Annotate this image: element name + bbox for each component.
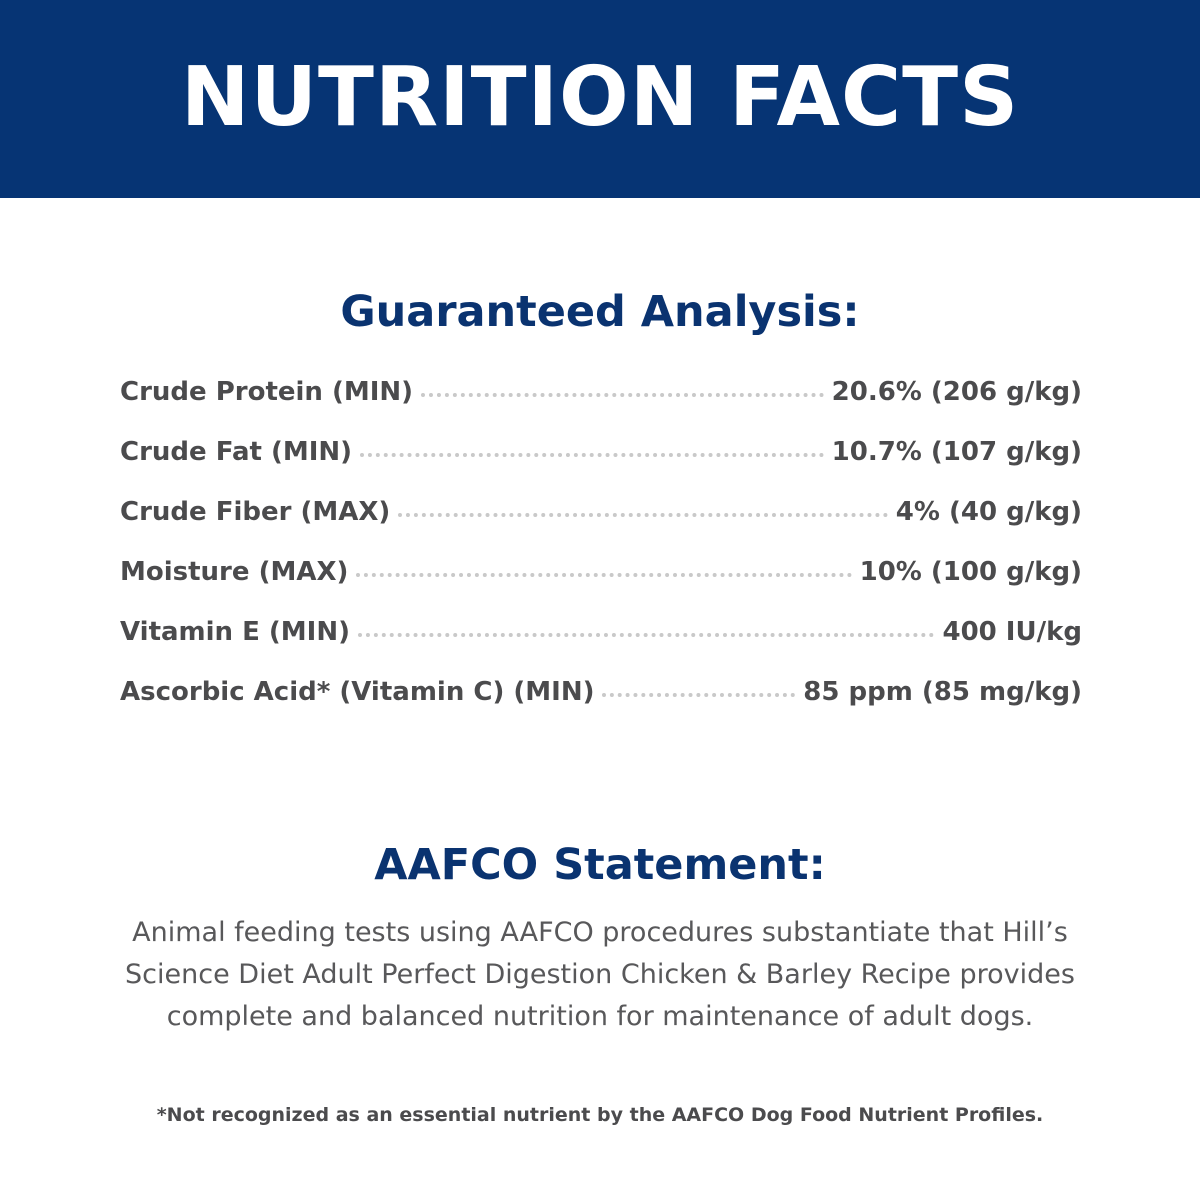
page-title: NUTRITION FACTS [180, 50, 1020, 145]
analysis-value: 20.6% (206 g/kg) [831, 377, 1082, 407]
aafco-statement-heading: AAFCO Statement: [374, 840, 826, 890]
analysis-value: 4% (40 g/kg) [895, 497, 1082, 527]
analysis-row-vitamin-e [120, 602, 1082, 662]
analysis-value: 10.7% (107 g/kg) [831, 437, 1082, 467]
dot-leader [421, 393, 824, 397]
analysis-label: Ascorbic Acid* (Vitamin C) (MIN) [120, 677, 595, 707]
analysis-row-moisture [120, 542, 1082, 602]
footnote: *Not recognized as an essential nutrient by the AAFCO Dog Food Nutrient Profiles. [156, 1104, 1044, 1126]
analysis-row-crude-protein [120, 362, 1082, 422]
dot-leader [358, 633, 934, 637]
dot-leader [398, 513, 887, 517]
analysis-label: Moisture (MAX) [120, 557, 349, 587]
analysis-label: Vitamin E (MIN) [120, 617, 351, 647]
guaranteed-analysis-table [120, 362, 1082, 722]
guaranteed-analysis-heading: Guaranteed Analysis: [340, 287, 860, 337]
analysis-label: Crude Protein (MIN) [120, 377, 414, 407]
aafco-statement-text: Animal feeding tests using AAFCO procedures substantiate that Hill’s Science Diet Adult Perfect Digestion Chicken & Barley Recipe provides complete and balanced nutrition for maintenance of adult dogs. [125, 917, 1075, 1032]
analysis-row-crude-fat [120, 422, 1082, 482]
dot-leader [360, 453, 824, 457]
dot-leader [356, 573, 851, 577]
dot-leader [602, 693, 795, 697]
analysis-value: 10% (100 g/kg) [859, 557, 1082, 587]
analysis-label: Crude Fiber (MAX) [120, 497, 391, 527]
analysis-value: 85 ppm (85 mg/kg) [803, 677, 1082, 707]
analysis-value: 400 IU/kg [942, 617, 1082, 647]
analysis-row-crude-fiber [120, 482, 1082, 542]
analysis-row-ascorbic-acid [120, 662, 1082, 722]
analysis-label: Crude Fat (MIN) [120, 437, 353, 467]
